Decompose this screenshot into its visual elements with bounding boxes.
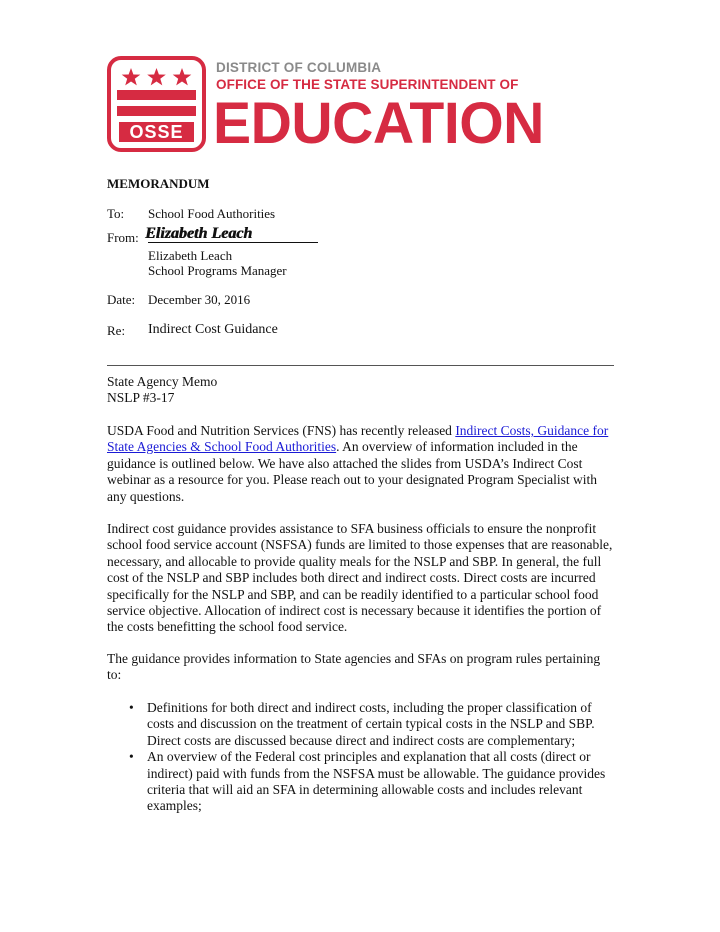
- guidance-text: Indirect cost guidance provides assistance to SFA business officials to ensure the nonprofit school food service account (NSFSA) funds are limited to those expenses that are reasonable, necessary, and allocable to provide quality meals for the NSLP and SBP. In general, the full cost of the NSLP and SBP includes both direct and indirect costs. Direct costs are incurred specifically for the NSLP and SBP, and can be readily identified to a particular school food service objective. Allocation of indirect cost is necessary because it identifies the portion of the costs benefitting the school food service.: [107, 521, 613, 635]
- from-name: Elizabeth Leach: [148, 248, 233, 263]
- logo-district-text: DISTRICT OF COLUMBIA: [216, 60, 382, 75]
- signature-line: [148, 242, 318, 243]
- re-value: Indirect Cost Guidance: [148, 322, 278, 337]
- to-label: To:: [107, 206, 125, 221]
- date-label: Date:: [107, 292, 136, 307]
- list-item-text: An overview of the Federal cost principles and explanation that all costs (direct or indirect) paid with funds from the NSFSA must be allowable. The guidance provides criteria that will aid an SFA in determining allowable costs and includes relevant examples;: [147, 749, 606, 814]
- rules-text: The guidance provides information to State agencies and SFAs on program rules pertaining to:: [107, 651, 601, 683]
- star-icon: [111, 64, 202, 88]
- from-label: From:: [107, 230, 139, 245]
- list-item-text: Definitions for both direct and indirect costs, including the proper classification of costs and discussion on the treatment of certain typical costs in the NSLP and SBP. Direct costs are discussed because direct and indirect costs are complementary;: [147, 700, 595, 748]
- bullet-list: [107, 700, 617, 815]
- memo-title: MEMORANDUM: [107, 176, 210, 191]
- paragraph-intro: [107, 423, 617, 505]
- bullet-icon: •: [129, 749, 134, 765]
- logo-stars: [111, 64, 202, 88]
- intro-text-rest: . An overview of information included in the guidance is outlined below. We have also attached the slides from USDA’s Indirect Cost webinar as a resource for you. Please reach out to your designated Program Specialist with any questions.: [107, 439, 597, 504]
- date-value: December 30, 2016: [148, 292, 251, 307]
- logo-osse-text: OSSE: [119, 122, 194, 142]
- list-item: [107, 749, 617, 815]
- logo-office-text: OFFICE OF THE STATE SUPERINTENDENT OF: [216, 77, 519, 92]
- reference-block: [107, 374, 617, 407]
- osse-logo-badge: [107, 56, 206, 152]
- paragraph-rules: [107, 651, 617, 684]
- reference-line: State Agency Memo: [107, 374, 218, 389]
- bullet-icon: •: [129, 700, 134, 715]
- signature: Elizabeth Leach: [145, 225, 253, 242]
- re-label: Re:: [107, 323, 126, 338]
- intro-text: USDA Food and Nutrition Services (FNS) has recently released: [107, 423, 456, 438]
- logo-stripe: [117, 106, 196, 116]
- reference-number: NSLP #3-17: [107, 390, 175, 406]
- to-value: School Food Authorities: [148, 206, 276, 221]
- guidance-link[interactable]: Indirect Costs, Guidance for State Agencies & School Food Authorities: [107, 423, 609, 455]
- list-item: [107, 700, 617, 749]
- paragraph-guidance: [107, 521, 617, 636]
- header-divider: [107, 365, 614, 366]
- logo-education-text: EDUCATION: [213, 91, 544, 156]
- from-title: School Programs Manager: [148, 263, 287, 278]
- logo-stripe: [117, 90, 196, 100]
